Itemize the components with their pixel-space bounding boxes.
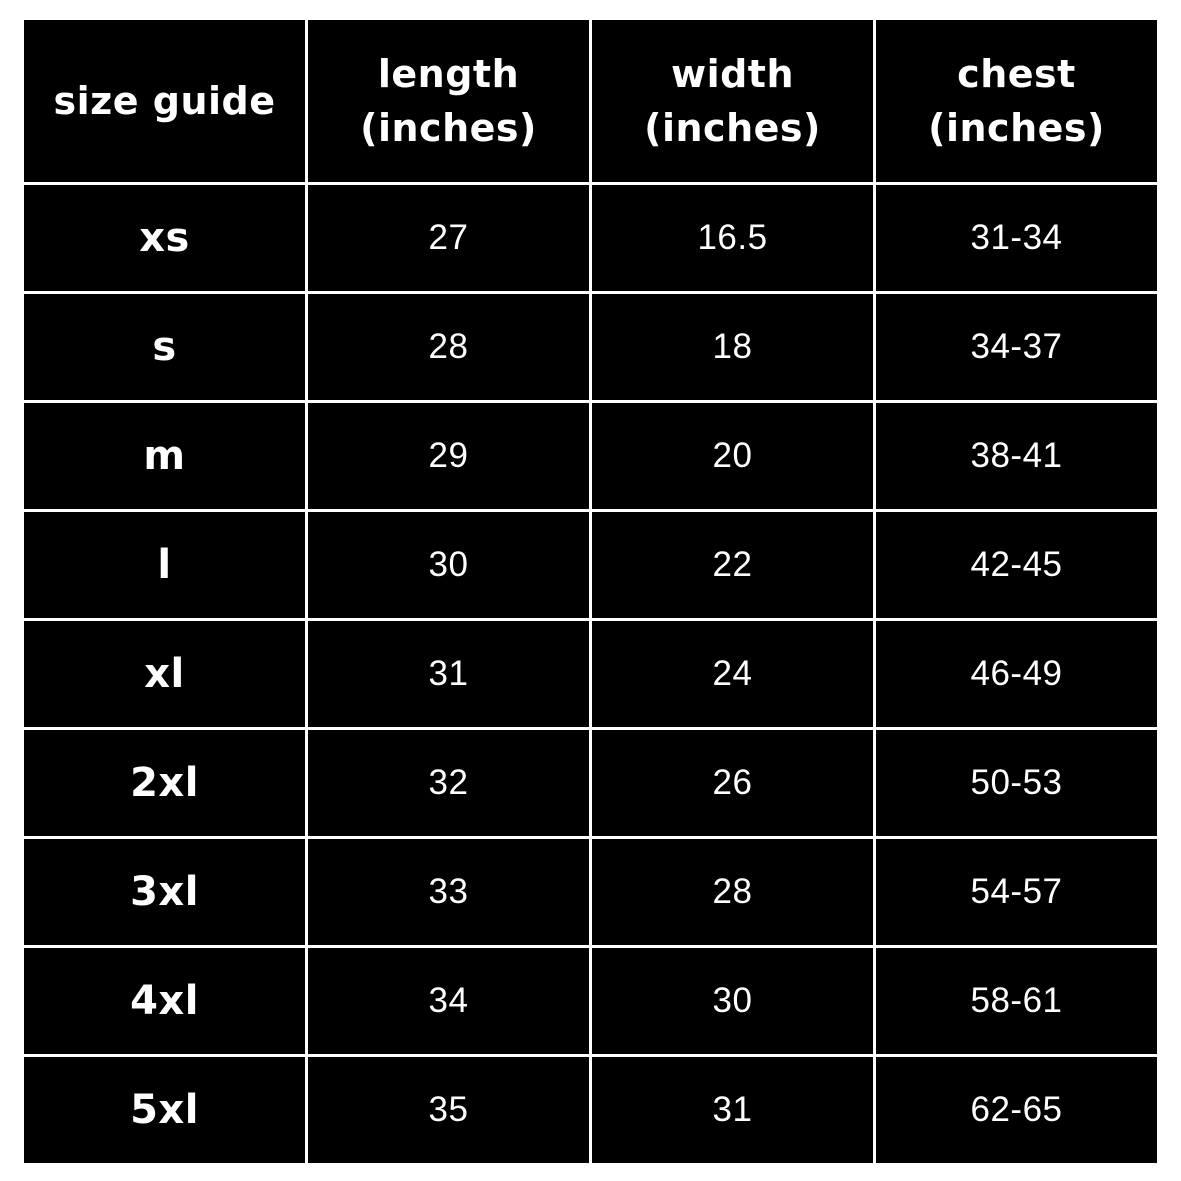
width-cell: 26 bbox=[591, 729, 875, 838]
chest-cell: 38-41 bbox=[875, 402, 1159, 511]
width-cell: 28 bbox=[591, 838, 875, 947]
header-chest-unit: (inches) bbox=[928, 106, 1105, 150]
width-cell: 20 bbox=[591, 402, 875, 511]
chest-cell: 58-61 bbox=[875, 947, 1159, 1056]
width-cell: 18 bbox=[591, 293, 875, 402]
chest-cell: 31-34 bbox=[875, 184, 1159, 293]
length-cell: 32 bbox=[307, 729, 591, 838]
size-cell: s bbox=[23, 293, 307, 402]
length-cell: 29 bbox=[307, 402, 591, 511]
header-width bbox=[591, 19, 875, 184]
size-cell: 4xl bbox=[23, 947, 307, 1056]
length-cell: 30 bbox=[307, 511, 591, 620]
chest-cell: 62-65 bbox=[875, 1056, 1159, 1165]
width-cell: 16.5 bbox=[591, 184, 875, 293]
table-row bbox=[23, 729, 1159, 838]
table-row bbox=[23, 511, 1159, 620]
table-row bbox=[23, 184, 1159, 293]
table-row bbox=[23, 293, 1159, 402]
chest-cell: 54-57 bbox=[875, 838, 1159, 947]
chest-cell: 50-53 bbox=[875, 729, 1159, 838]
header-length-label: length bbox=[377, 52, 520, 96]
header-width-label: width bbox=[670, 52, 795, 96]
width-cell: 30 bbox=[591, 947, 875, 1056]
table-row bbox=[23, 947, 1159, 1056]
header-chest bbox=[875, 19, 1159, 184]
width-cell: 31 bbox=[591, 1056, 875, 1165]
header-length bbox=[307, 19, 591, 184]
size-cell: xl bbox=[23, 620, 307, 729]
length-cell: 27 bbox=[307, 184, 591, 293]
table-row bbox=[23, 402, 1159, 511]
table-row bbox=[23, 1056, 1159, 1165]
size-guide-table bbox=[21, 17, 1160, 1166]
header-size-guide-label: size guide bbox=[53, 79, 276, 123]
length-cell: 34 bbox=[307, 947, 591, 1056]
header-size-guide bbox=[23, 19, 307, 184]
table-row bbox=[23, 620, 1159, 729]
size-cell: 2xl bbox=[23, 729, 307, 838]
header-row bbox=[23, 19, 1159, 184]
length-cell: 35 bbox=[307, 1056, 591, 1165]
chest-cell: 46-49 bbox=[875, 620, 1159, 729]
header-chest-label: chest bbox=[957, 52, 1076, 96]
length-cell: 33 bbox=[307, 838, 591, 947]
width-cell: 24 bbox=[591, 620, 875, 729]
size-cell: l bbox=[23, 511, 307, 620]
width-cell: 22 bbox=[591, 511, 875, 620]
table-row bbox=[23, 838, 1159, 947]
size-cell: m bbox=[23, 402, 307, 511]
chest-cell: 34-37 bbox=[875, 293, 1159, 402]
size-cell: 5xl bbox=[23, 1056, 307, 1165]
header-width-unit: (inches) bbox=[644, 106, 821, 150]
length-cell: 28 bbox=[307, 293, 591, 402]
size-cell: 3xl bbox=[23, 838, 307, 947]
chest-cell: 42-45 bbox=[875, 511, 1159, 620]
header-length-unit: (inches) bbox=[360, 106, 537, 150]
size-cell: xs bbox=[23, 184, 307, 293]
length-cell: 31 bbox=[307, 620, 591, 729]
